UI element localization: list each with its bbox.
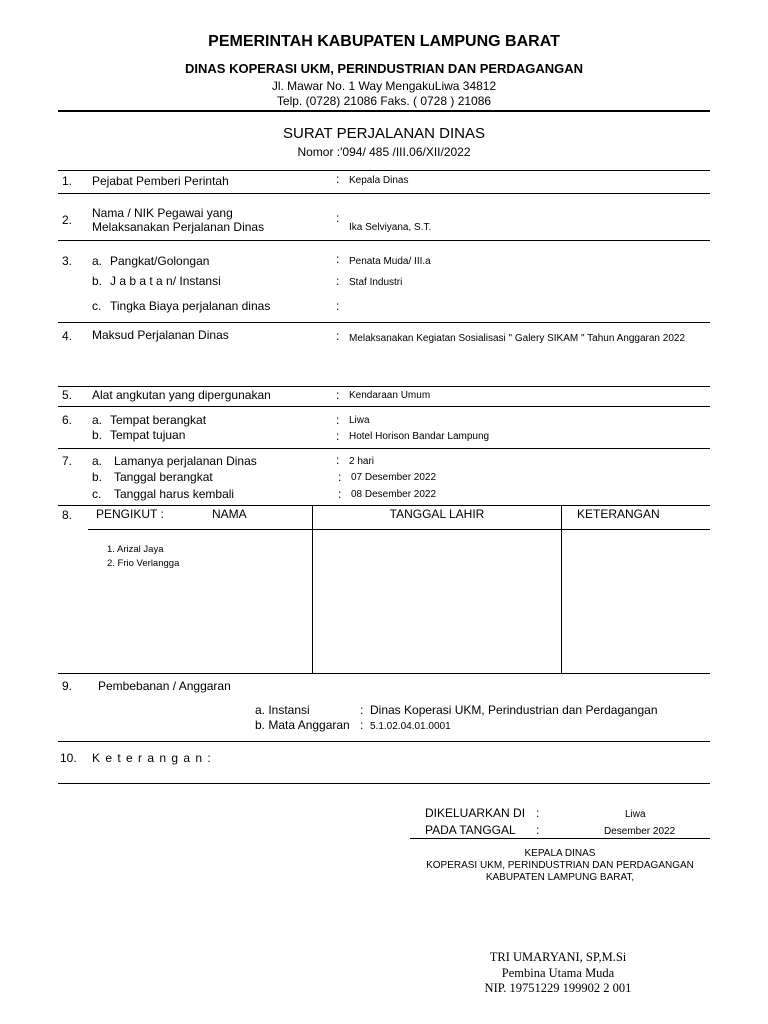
doc-title: SURAT PERJALANAN DINAS	[283, 125, 485, 142]
label-tgl-berangkat: Tanggal berangkat	[114, 470, 213, 484]
signatory-dept: KOPERASI UKM, PERINDUSTRIAN DAN PERDAGANGAN	[426, 860, 694, 871]
list-item: 2. Frio Verlangga	[107, 558, 180, 569]
label-lamanya: Lamanya perjalanan Dinas	[114, 454, 257, 468]
signatory-title: KEPALA DINAS	[524, 848, 596, 859]
mark: c.	[92, 487, 102, 501]
divider	[410, 838, 710, 839]
value-pangkat: Penata Muda/ III.a	[349, 256, 431, 267]
mark: b.	[92, 274, 103, 288]
row-num: 3.	[62, 254, 73, 268]
label-tgl-kembali: Tanggal harus kembali	[114, 487, 235, 501]
divider	[58, 386, 710, 387]
colon: :	[336, 252, 340, 266]
row-num: 5.	[62, 388, 73, 402]
address: Jl. Mawar No. 1 Way MengakuLiwa 34812	[271, 79, 497, 93]
colon: :	[536, 806, 540, 820]
table-header-rule	[88, 529, 710, 530]
label-maksud: Maksud Perjalanan Dinas	[92, 328, 229, 342]
dept-title: DINAS KOPERASI UKM, PERINDUSTRIAN DAN PERDAGANGAN	[185, 61, 583, 76]
value-pejabat: Kepala Dinas	[349, 175, 409, 186]
colon: :	[336, 388, 340, 402]
colon: :	[360, 718, 364, 732]
value-mata-anggaran: 5.1.02.04.01.0001	[370, 721, 451, 732]
mark: c.	[92, 299, 102, 313]
label-berangkat: Tempat berangkat	[110, 413, 207, 427]
colon: :	[536, 823, 540, 837]
signatory-name: TRI UMARYANI, SP,M.Si	[489, 950, 627, 964]
label-mata-anggaran: b. Mata Anggaran	[255, 718, 350, 732]
label-pada-tanggal: PADA TANGGAL	[425, 823, 516, 837]
signatory-region: KABUPATEN LAMPUNG BARAT,	[485, 872, 635, 883]
col-keterangan: KETERANGAN	[577, 507, 660, 521]
col-tanggal-lahir: TANGGAL LAHIR	[389, 507, 485, 521]
divider	[58, 673, 710, 674]
col-nama: NAMA	[212, 507, 247, 521]
value-maksud: Melaksanakan Kegiatan Sosialisasi " Galery SIKAM " Tahun Anggaran 2022	[349, 333, 686, 344]
phone: Telp. (0728) 21086 Faks. ( 0728 ) 21086	[276, 94, 492, 108]
label-nama-line1: Nama / NIK Pegawai yang	[92, 206, 233, 220]
label-dikeluarkan: DIKELUARKAN DI	[425, 806, 526, 820]
row-num: 6.	[62, 413, 73, 427]
label-keterangan: K e t e r a n g a n :	[92, 751, 212, 765]
mark: b.	[92, 428, 103, 442]
value-jabatan: Staf Industri	[349, 277, 403, 288]
value-tgl-berangkat: 07 Desember 2022	[351, 472, 437, 483]
colon: :	[360, 703, 364, 717]
label-pangkat: Pangkat/Golongan	[110, 254, 210, 268]
table-col-divider	[561, 506, 562, 674]
divider	[58, 193, 710, 194]
colon: :	[336, 211, 340, 225]
divider	[58, 406, 710, 407]
value-lamanya: 2 hari	[349, 456, 375, 467]
value-tgl-kembali: 08 Desember 2022	[351, 489, 437, 500]
row-num: 10.	[60, 751, 77, 765]
divider	[58, 240, 710, 241]
colon: :	[336, 413, 340, 427]
mark: a.	[92, 454, 103, 468]
colon: :	[336, 299, 340, 313]
colon: :	[336, 274, 340, 288]
colon: :	[338, 470, 342, 484]
colon: :	[336, 453, 340, 467]
row-num: 4.	[62, 329, 73, 343]
header-rule	[58, 110, 710, 112]
signatory-rank: Pembina Utama Muda	[501, 966, 615, 980]
mark: a.	[92, 413, 103, 427]
signatory-nip: NIP. 19751229 199902 2 001	[484, 981, 632, 995]
value-instansi: Dinas Koperasi UKM, Perindustrian dan Perdagangan	[370, 703, 658, 717]
value-pada-tanggal: Desember 2022	[604, 826, 676, 837]
table-col-divider	[312, 506, 313, 674]
value-nama: Ika Selviyana, S.T.	[349, 222, 432, 233]
list-item: 1. Arizal Jaya	[107, 544, 164, 555]
colon: :	[336, 429, 340, 443]
mark: a.	[92, 254, 103, 268]
label-pembebanan: Pembebanan / Anggaran	[98, 679, 231, 693]
label-angkutan: Alat angkutan yang dipergunakan	[92, 388, 271, 402]
gov-title: PEMERINTAH KABUPATEN LAMPUNG BARAT	[208, 33, 560, 50]
row-num: 9.	[62, 679, 73, 693]
label-tujuan: Tempat tujuan	[110, 428, 186, 442]
value-berangkat: Liwa	[349, 415, 370, 426]
row-num: 8.	[62, 508, 73, 522]
divider	[58, 741, 710, 742]
label-jabatan: J a b a t a n/ Instansi	[110, 274, 221, 288]
row-num: 2.	[62, 213, 73, 227]
row-num: 1.	[62, 174, 73, 188]
doc-number: Nomor :'094/ 485 /III.06/XII/2022	[297, 145, 471, 159]
divider	[58, 783, 710, 784]
label-biaya: Tingka Biaya perjalanan dinas	[110, 299, 271, 313]
divider	[58, 505, 710, 506]
row-num: 7.	[62, 454, 73, 468]
label-pengikut: PENGIKUT :	[96, 507, 164, 521]
value-angkutan: Kendaraan Umum	[349, 390, 431, 401]
value-tujuan: Hotel Horison Bandar Lampung	[349, 431, 490, 442]
value-dikeluarkan: Liwa	[625, 809, 646, 820]
label-nama-line2: Melaksanakan Perjalanan Dinas	[92, 220, 265, 234]
label-pejabat: Pejabat Pemberi Perintah	[92, 174, 229, 188]
divider	[58, 170, 710, 171]
divider	[58, 448, 710, 449]
colon: :	[336, 329, 340, 343]
label-instansi: a. Instansi	[255, 703, 310, 717]
colon: :	[336, 172, 340, 186]
mark: b.	[92, 470, 103, 484]
divider	[58, 322, 710, 323]
colon: :	[338, 487, 342, 501]
